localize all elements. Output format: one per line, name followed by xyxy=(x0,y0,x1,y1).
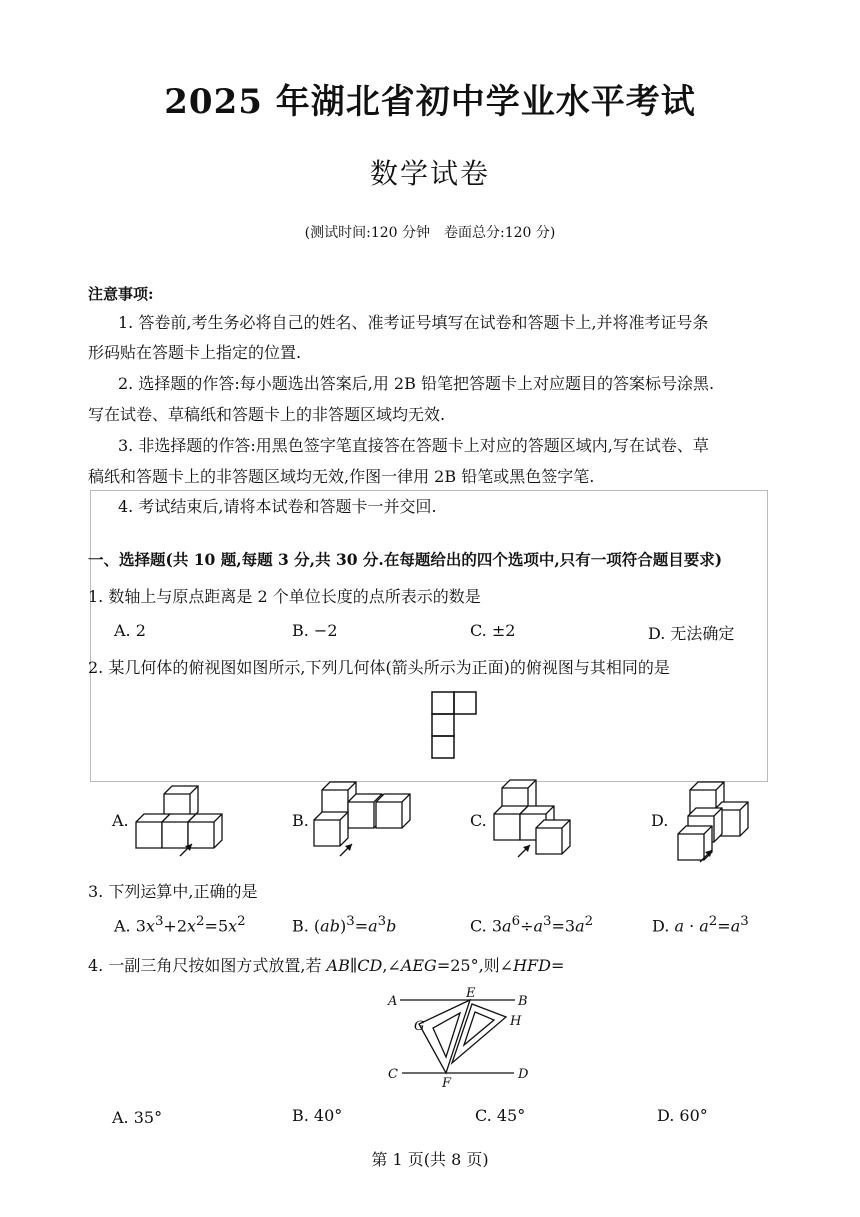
q4-option-a: A. 35° xyxy=(112,1108,163,1127)
notice-line: 稿纸和答题卡上的非答题区域均无效,作图一律用 2B 铅笔或黑色签字笔. xyxy=(88,467,595,486)
label-e: E xyxy=(466,986,476,1001)
label-c: C xyxy=(388,1067,398,1082)
q1-option-b: B. −2 xyxy=(292,621,338,640)
notice-line: 3. 非选择题的作答:用黑色签字笔直接答在答题卡上对应的答题区域内,写在试卷、草 xyxy=(118,436,709,455)
top-view-figure xyxy=(428,688,482,768)
exam-subtitle: 数学试卷 xyxy=(369,157,490,190)
notice-line: 写在试卷、草稿纸和答题卡上的非答题区域均无效. xyxy=(88,405,446,424)
page-number: 第 1 页(共 8 页) xyxy=(371,1150,489,1169)
label-g: G xyxy=(414,1019,425,1034)
question-2-stem: 2. 某几何体的俯视图如图所示,下列几何体(箭头所示为正面)的俯视图与其相同的是 xyxy=(88,658,670,677)
exam-title: 2025 年湖北省初中学业水平考试 xyxy=(164,82,696,122)
q3-option-c: C. $3a^6\div a^3=3a^2$ xyxy=(470,914,594,936)
parallel-lines-figure xyxy=(380,985,540,1090)
q2-option-c: C. xyxy=(470,811,487,830)
solid-b xyxy=(314,782,410,846)
q2-option-b: B. xyxy=(292,811,309,830)
label-a: A xyxy=(388,994,398,1009)
q4-option-c: C. 45° xyxy=(475,1106,526,1125)
q3-option-b: B. $(ab)^3=a^3b$ xyxy=(292,914,397,936)
question-4-stem: 4. 一副三角尺按如图方式放置,若 AB∥CD,∠AEG=25°,则∠HFD= xyxy=(88,956,565,975)
section-heading: 一、选择题(共 10 题,每题 3 分,共 30 分.在每题给出的四个选项中,只有一项符合题目要求) xyxy=(88,550,723,569)
q1-option-d: D. 无法确定 xyxy=(648,624,735,643)
label-d: D xyxy=(518,1067,529,1082)
q2-option-d: D. xyxy=(651,811,669,830)
label-f: F xyxy=(442,1076,452,1090)
q2-option-a: A. xyxy=(112,811,129,830)
notice-line: 1. 答卷前,考生务必将自己的姓名、准考证号填写在试卷和答题卡上,并将准考证号条 xyxy=(118,313,709,332)
notice-line: 2. 选择题的作答:每小题选出答案后,用 2B 铅笔把答题卡上对应题目的答案标号涂黑. xyxy=(118,374,715,393)
q3-option-d: D. $a \cdot a^2=a^3$ xyxy=(652,914,749,936)
q3-option-a: A. $3x^3+2x^2=5x^2$ xyxy=(114,914,246,936)
q4-option-d: D. 60° xyxy=(657,1106,708,1125)
notice-heading: 注意事项: xyxy=(88,285,154,303)
label-b: B xyxy=(518,994,528,1009)
notice-line: 4. 考试结束后,请将本试卷和答题卡一并交回. xyxy=(118,497,437,516)
solid-c xyxy=(494,780,570,854)
question-1-stem: 1. 数轴上与原点距离是 2 个单位长度的点所表示的数是 xyxy=(88,587,481,606)
solid-d xyxy=(678,782,748,860)
notice-line: 形码贴在答题卡上指定的位置. xyxy=(88,343,302,362)
exam-meta: (测试时间:120 分钟 卷面总分:120 分) xyxy=(304,225,556,241)
label-h: H xyxy=(510,1014,522,1029)
q4-option-b: B. 40° xyxy=(292,1106,343,1125)
solid-a xyxy=(136,786,222,848)
question-3-stem: 3. 下列运算中,正确的是 xyxy=(88,882,258,901)
solid-options-figure xyxy=(0,770,860,870)
q1-option-a: A. 2 xyxy=(114,621,146,640)
q1-option-c: C. ±2 xyxy=(470,621,516,640)
